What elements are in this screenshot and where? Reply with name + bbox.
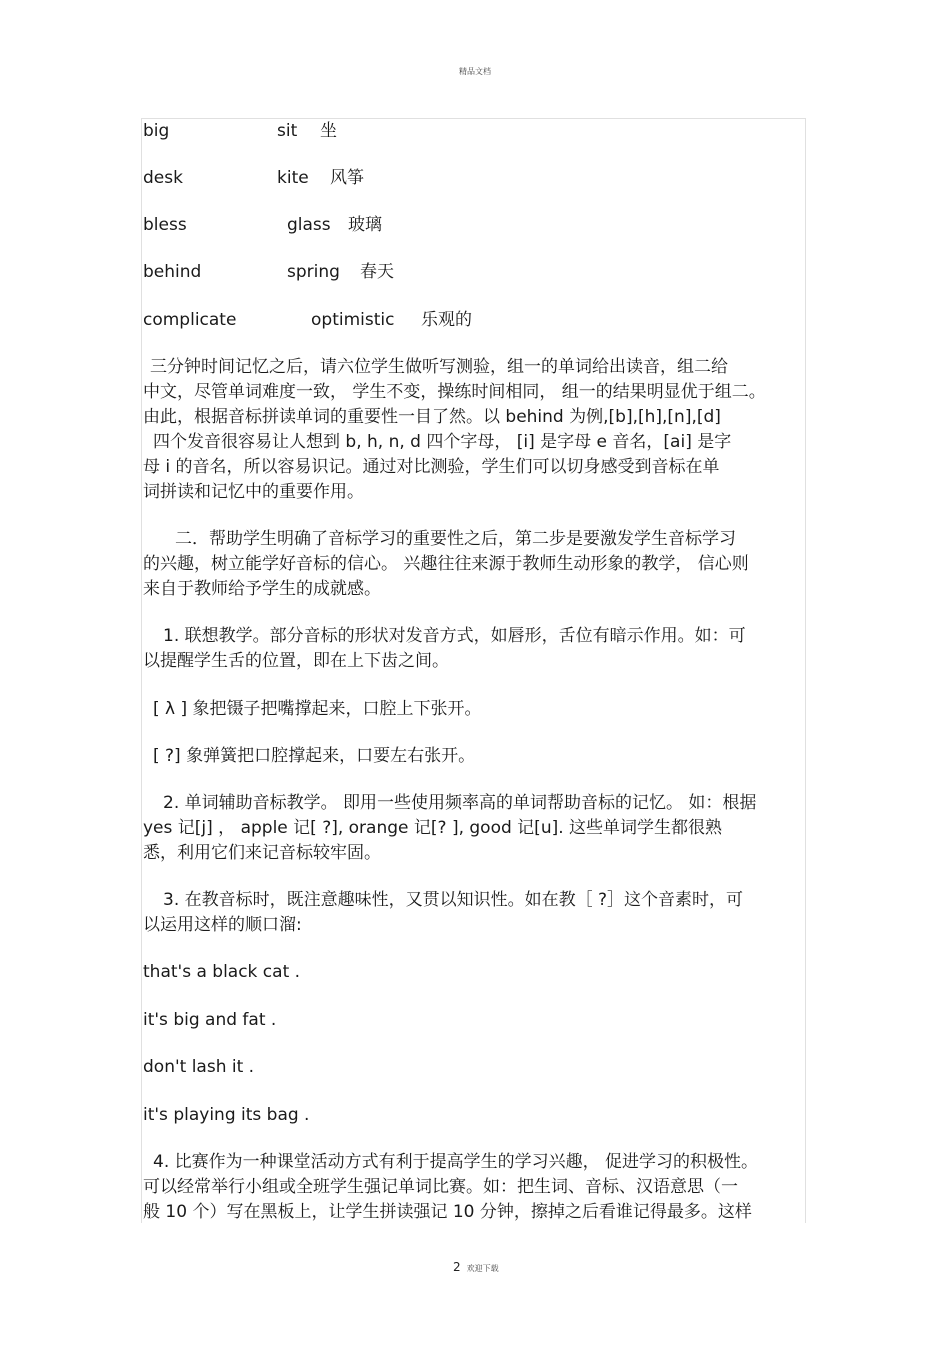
word-zh: 乐观的 xyxy=(421,310,472,330)
paragraph-line: 词拼读和记忆中的重要作用。 xyxy=(143,482,364,502)
paragraph-line: 悉，利用它们来记音标较牢固。 xyxy=(143,843,381,863)
word-en: spring xyxy=(287,262,340,282)
paragraph-line: 可以经常举行小组或全班学生强记单词比赛。如：把生词、音标、汉语意思（一 xyxy=(143,1177,738,1197)
paragraph-line: 2. 单词辅助音标教学。 即用一些使用频率高的单词帮助音标的记忆。 如：根据 xyxy=(163,793,757,813)
paragraph-line: 二．帮助学生明确了音标学习的重要性之后，第二步是要激发学生音标学习 xyxy=(175,529,736,549)
paragraph-line: 中文，尽管单词难度一致， 学生不变，操练时间相同， 组一的结果明显优于组二。 xyxy=(143,382,766,402)
paragraph-line: 般 10 个）写在黑板上，让学生拼读强记 10 分钟，擦掉之后看谁记得最多。这样 xyxy=(143,1202,752,1222)
word-zh: 玻璃 xyxy=(348,215,382,235)
paragraph-line: 母 i 的音名，所以容易识记。通过对比测验，学生们可以切身感受到音标在单 xyxy=(143,457,720,477)
word-en: bless xyxy=(143,215,187,235)
paragraph-line: 由此，根据音标拼读单词的重要性一目了然。以 behind 为例,[b],[h],[n],[d] xyxy=(143,407,721,427)
rhyme-line: that's a black cat . xyxy=(143,962,301,982)
word-zh: 风筝 xyxy=(330,168,364,188)
word-zh: 春天 xyxy=(360,262,394,282)
rhyme-line: don't lash it . xyxy=(143,1057,255,1077)
paragraph-line: 来自于教师给予学生的成就感。 xyxy=(143,579,381,599)
word-en: glass xyxy=(287,215,331,235)
page-header: 精品文档 xyxy=(459,67,491,76)
word-en: desk xyxy=(143,168,183,188)
footer-label: 欢迎下载 xyxy=(466,1264,499,1273)
example-line: [ ?] 象弹簧把口腔撑起来，口要左右张开。 xyxy=(153,746,476,766)
paragraph-line: 以运用这样的顺口溜: xyxy=(143,915,302,935)
paragraph-line: 3. 在教音标时，既注意趣味性，又贯以知识性。如在教［ ?］这个音素时，可 xyxy=(163,890,744,910)
word-en: complicate xyxy=(143,310,237,330)
paragraph-line: 的兴趣，树立能学好音标的信心。 兴趣往往来源于教师生动形象的教学， 信心则 xyxy=(143,554,749,574)
page-number: 2 xyxy=(453,1260,461,1274)
paragraph-line: 以提醒学生舌的位置，即在上下齿之间。 xyxy=(143,651,449,671)
paragraph-line: 三分钟时间记忆之后，请六位学生做听写测验，组一的单词给出读音，组二给 xyxy=(150,357,728,377)
word-en: optimistic xyxy=(311,310,395,330)
word-en: behind xyxy=(143,262,202,282)
page-footer xyxy=(453,1260,499,1274)
word-en: kite xyxy=(277,168,309,188)
paragraph-line: 1. 联想教学。部分音标的形状对发音方式，如唇形，舌位有暗示作用。如：可 xyxy=(163,626,746,646)
example-line: [ λ ] 象把镊子把嘴撑起来，口腔上下张开。 xyxy=(153,699,482,719)
rhyme-line: it's playing its bag . xyxy=(143,1105,310,1125)
word-zh: 坐 xyxy=(320,121,337,141)
paragraph-line: 四个发音很容易让人想到 b, h, n, d 四个字母， [i] 是字母 e 音名，[ai] 是字 xyxy=(153,432,732,452)
word-en: big xyxy=(143,121,170,141)
paragraph-line: 4. 比赛作为一种课堂活动方式有利于提高学生的学习兴趣， 促进学习的积极性。 xyxy=(153,1152,759,1172)
paragraph-line: yes 记[j] ， apple 记[ ?], orange 记[? ], good 记[u]. 这些单词学生都很熟 xyxy=(143,818,723,838)
word-en: sit xyxy=(277,121,298,141)
rhyme-line: it's big and fat . xyxy=(143,1010,277,1030)
